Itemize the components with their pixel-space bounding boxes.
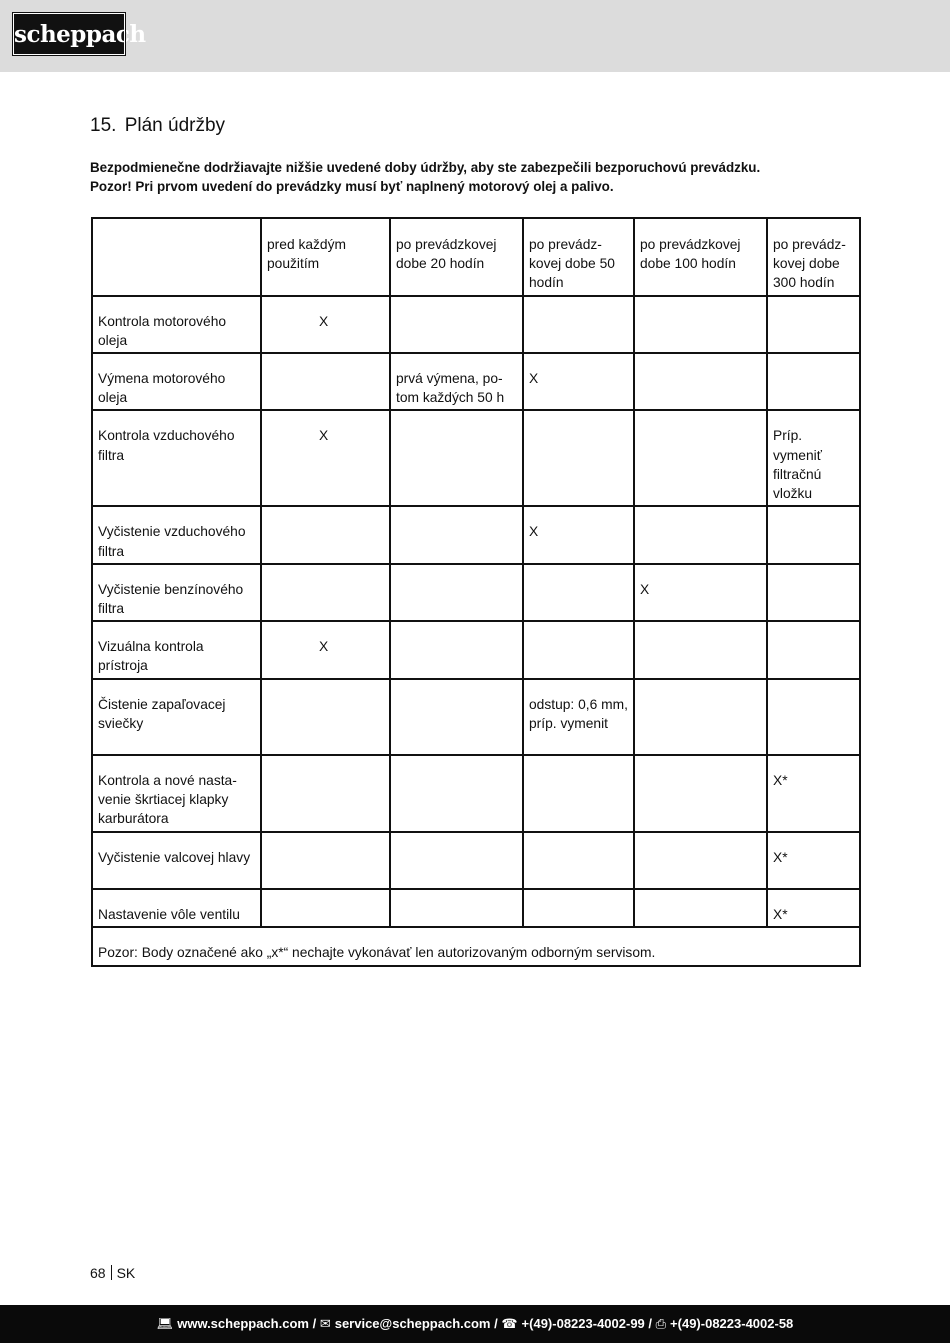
footer-website[interactable]: www.scheppach.com xyxy=(177,1316,309,1331)
table-row xyxy=(92,564,860,621)
task-cell: Nastavenie vôle ventilu xyxy=(92,889,261,927)
table-cell xyxy=(261,506,390,563)
table-cell xyxy=(634,296,767,353)
table-cell xyxy=(390,889,523,927)
header-bar xyxy=(0,0,950,72)
table-row xyxy=(92,296,860,353)
table-row xyxy=(92,679,860,755)
table-cell xyxy=(390,679,523,755)
task-cell: Vyčistenie valcovej hlavy xyxy=(92,832,261,889)
table-cell xyxy=(390,410,523,506)
phone-icon: ☎ xyxy=(501,1316,518,1331)
task-cell: Kontrola motorového oleja xyxy=(92,296,261,353)
task-cell: Vizuálna kontrola prístroja xyxy=(92,621,261,678)
table-cell: X xyxy=(261,410,390,506)
section-title-text: Plán údržby xyxy=(124,115,226,136)
table-cell xyxy=(767,564,860,621)
table-row xyxy=(92,755,860,832)
section-number: 15. xyxy=(90,115,117,136)
task-cell: Kontrola a nové nasta-venie škrtiacej klapky karburátora xyxy=(92,755,261,832)
page-language: SK xyxy=(116,1265,136,1281)
table-row xyxy=(92,410,860,506)
table-cell xyxy=(390,564,523,621)
table-cell: X xyxy=(634,564,767,621)
page-number-divider xyxy=(111,1265,112,1280)
page-number-value: 68 xyxy=(90,1265,106,1281)
header-cell: po prevádzkovej dobe 20 hodín xyxy=(390,218,523,296)
table-cell xyxy=(767,679,860,755)
table-row xyxy=(92,506,860,563)
fax-icon: ⎙ xyxy=(655,1316,667,1331)
task-cell: Kontrola vzduchového filtra xyxy=(92,410,261,506)
table-cell: X xyxy=(523,506,634,563)
table-cell xyxy=(523,889,634,927)
table-cell: X xyxy=(523,353,634,410)
table-cell xyxy=(634,410,767,506)
table-cell xyxy=(634,755,767,832)
header-cell: po prevádz-kovej dobe 50 hodín xyxy=(523,218,634,296)
table-cell xyxy=(390,621,523,678)
table-cell xyxy=(634,621,767,678)
table-cell xyxy=(390,832,523,889)
footer-bar: 💻︎ www.scheppach.com / ✉ service@scheppach.com / ☎ +(49)-08223-4002-99 / ⎙ +(49)-08223-4002-58 xyxy=(0,1305,950,1343)
table-note-row xyxy=(92,927,860,966)
table-row xyxy=(92,832,860,889)
table-cell: X* xyxy=(767,889,860,927)
table-cell: X* xyxy=(767,832,860,889)
table-cell: prvá výmena, po-tom každých 50 h xyxy=(390,353,523,410)
table-cell xyxy=(523,296,634,353)
table-cell: X xyxy=(261,621,390,678)
table-cell xyxy=(261,353,390,410)
table-row xyxy=(92,353,860,410)
table-cell xyxy=(261,889,390,927)
header-cell xyxy=(92,218,261,296)
intro-line-1: Bezpodmienečne dodržiavajte nižšie uvedené doby údržby, aby ste zabezpečili bezporuchovú prevádzku. xyxy=(90,160,761,175)
footer-fax: +(49)-08223-4002-58 xyxy=(670,1316,794,1331)
task-cell: Vyčistenie vzduchového filtra xyxy=(92,506,261,563)
table-cell: X xyxy=(261,296,390,353)
table-cell xyxy=(261,564,390,621)
table-cell xyxy=(261,832,390,889)
intro-line-2: Pozor! Pri prvom uvedení do prevádzky musí byť naplnený motorový olej a palivo. xyxy=(90,179,614,194)
table-cell xyxy=(523,410,634,506)
table-cell xyxy=(634,679,767,755)
table-cell xyxy=(634,353,767,410)
table-cell xyxy=(634,832,767,889)
table-cell xyxy=(523,564,634,621)
table-cell xyxy=(261,679,390,755)
table-cell xyxy=(634,506,767,563)
table-cell xyxy=(261,755,390,832)
table-cell xyxy=(767,296,860,353)
header-cell: po prevádzkovej dobe 100 hodín xyxy=(634,218,767,296)
envelope-icon: ✉ xyxy=(319,1316,331,1331)
task-cell: Vyčistenie benzínového filtra xyxy=(92,564,261,621)
table-cell: odstup: 0,6 mm, príp. vymenit xyxy=(523,679,634,755)
table-header-row xyxy=(92,218,860,296)
table-row xyxy=(92,889,860,927)
table-note: Pozor: Body označené ako „x*“ nechajte vykonávať len autorizovaným odborným servisom. xyxy=(92,927,860,966)
maintenance-table xyxy=(91,217,861,967)
table-cell: Príp. vymeniť filtračnú vložku xyxy=(767,410,860,506)
header-cell: po prevádz-kovej dobe 300 hodín xyxy=(767,218,860,296)
table-cell xyxy=(523,832,634,889)
footer-email[interactable]: service@scheppach.com xyxy=(334,1316,491,1331)
table-cell xyxy=(390,506,523,563)
intro-text xyxy=(90,158,870,196)
task-cell: Výmena motorového oleja xyxy=(92,353,261,410)
table-cell xyxy=(390,755,523,832)
table-cell xyxy=(767,621,860,678)
table-cell xyxy=(390,296,523,353)
scheppach-logo: scheppach xyxy=(13,13,125,55)
table-cell xyxy=(523,621,634,678)
table-cell xyxy=(767,506,860,563)
task-cell: Čistenie zapaľovacej sviečky xyxy=(92,679,261,755)
page-number xyxy=(90,1265,135,1281)
footer-phone: +(49)-08223-4002-99 xyxy=(521,1316,645,1331)
table-cell xyxy=(767,353,860,410)
table-cell: X* xyxy=(767,755,860,832)
computer-icon: 💻︎ xyxy=(156,1316,174,1331)
table-cell xyxy=(523,755,634,832)
section-title xyxy=(90,115,225,137)
table-cell xyxy=(634,889,767,927)
table-row xyxy=(92,621,860,678)
header-cell: pred každým použitím xyxy=(261,218,390,296)
